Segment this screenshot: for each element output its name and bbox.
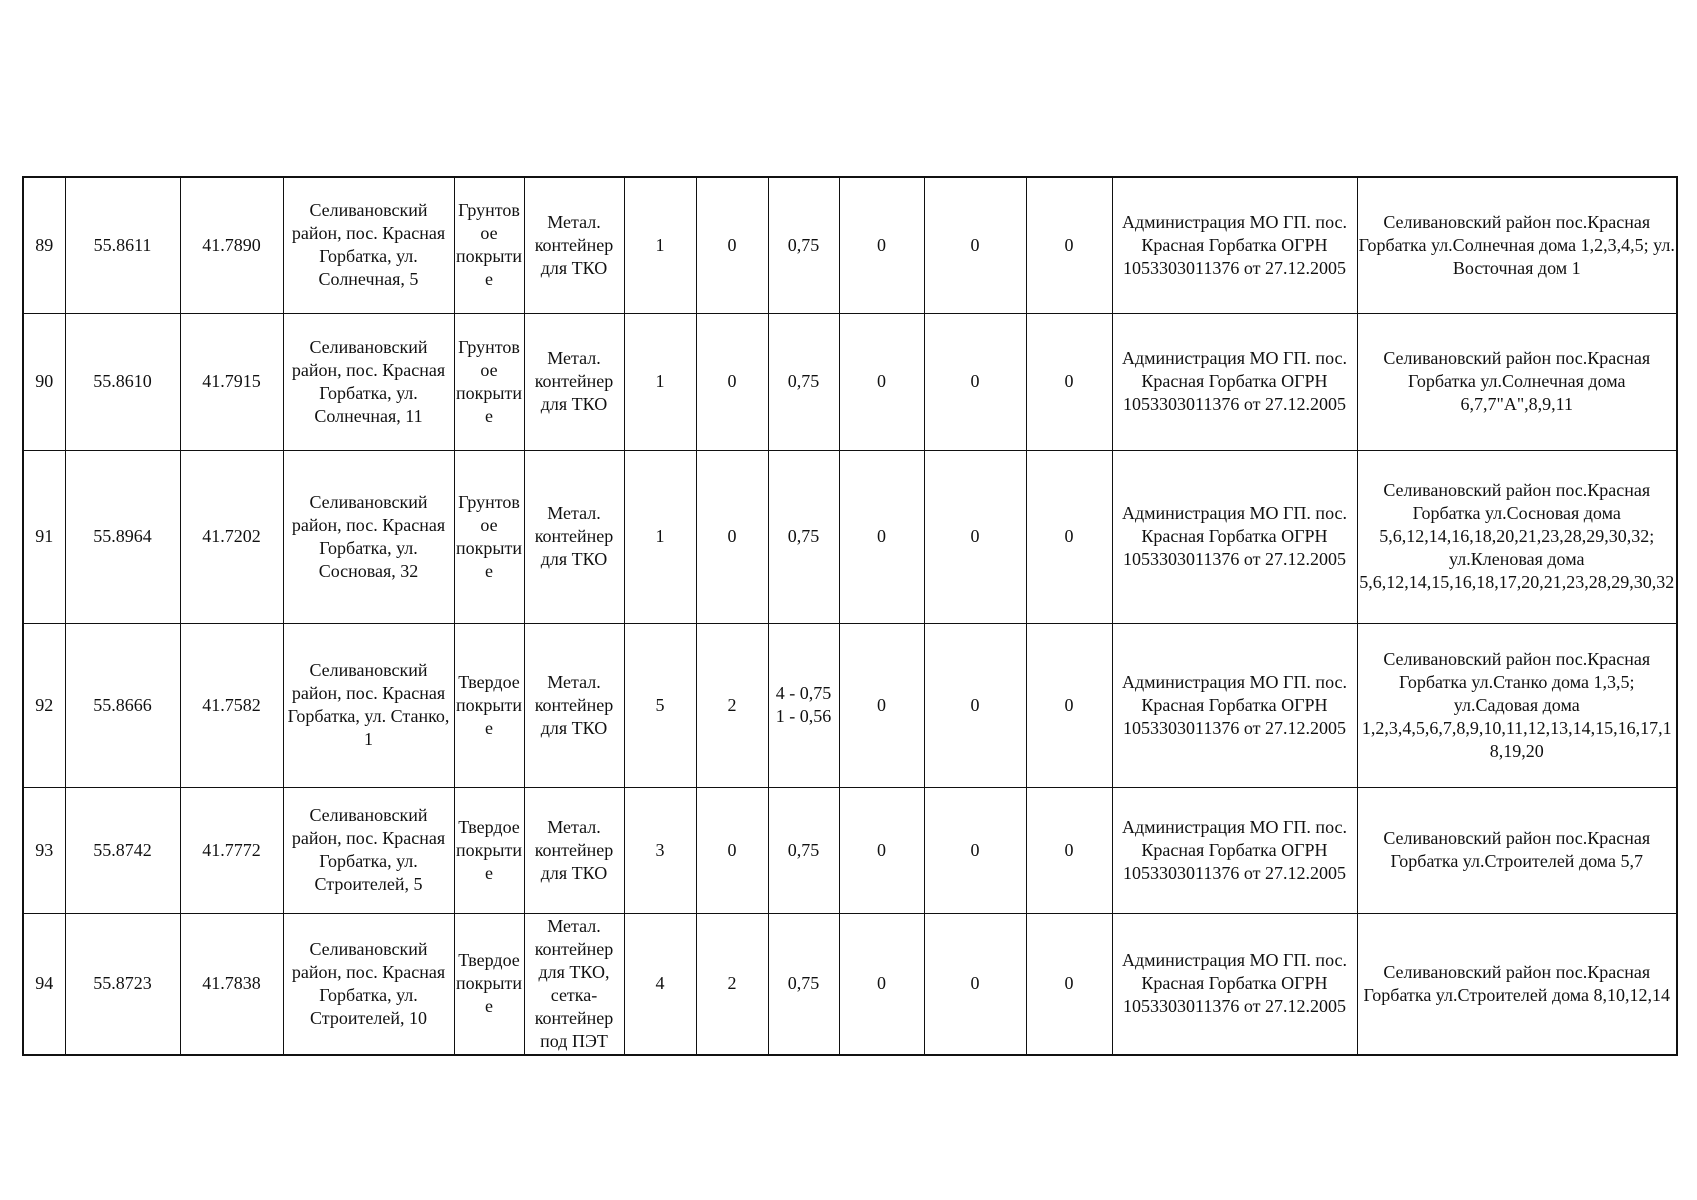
planned-count-cell: 2 — [696, 913, 768, 1055]
planned-count-cell: 0 — [696, 450, 768, 623]
longitude-cell: 41.7915 — [180, 313, 283, 450]
container-type-cell: Метал. контейнер для ТКО — [524, 623, 624, 787]
table-row — [23, 913, 1677, 1055]
container-count-cell: 1 — [624, 313, 696, 450]
longitude-cell: 41.7582 — [180, 623, 283, 787]
row-number-cell: 92 — [23, 623, 65, 787]
value-cell: 0 — [839, 177, 924, 313]
surface-cell: Твердое покрытие — [454, 787, 524, 913]
container-type-cell: Метал. контейнер для ТКО — [524, 313, 624, 450]
surface-cell: Грунтовое покрытие — [454, 177, 524, 313]
owner-cell: Администрация МО ГП. пос. Красная Горбатка ОГРН 1053303011376 от 27.12.2005 — [1112, 913, 1357, 1055]
owner-cell: Администрация МО ГП. пос. Красная Горбатка ОГРН 1053303011376 от 27.12.2005 — [1112, 623, 1357, 787]
value-cell: 0 — [1026, 913, 1112, 1055]
address-cell: Селивановский район, пос. Красная Горбатка, ул. Сосновая, 32 — [283, 450, 454, 623]
longitude-cell: 41.7202 — [180, 450, 283, 623]
address-cell: Селивановский район, пос. Красная Горбатка, ул. Строителей, 10 — [283, 913, 454, 1055]
value-cell: 0 — [1026, 313, 1112, 450]
surface-cell: Грунтовое покрытие — [454, 450, 524, 623]
container-count-cell: 1 — [624, 177, 696, 313]
served-objects-cell: Селивановский район пос.Красная Горбатка ул.Строителей дома 8,10,12,14 — [1357, 913, 1677, 1055]
owner-cell: Администрация МО ГП. пос. Красная Горбатка ОГРН 1053303011376 от 27.12.2005 — [1112, 177, 1357, 313]
container-count-cell: 1 — [624, 450, 696, 623]
row-number-cell: 90 — [23, 313, 65, 450]
value-cell: 0 — [1026, 177, 1112, 313]
value-cell: 0 — [1026, 450, 1112, 623]
planned-count-cell: 0 — [696, 787, 768, 913]
latitude-cell: 55.8742 — [65, 787, 180, 913]
owner-cell: Администрация МО ГП. пос. Красная Горбатка ОГРН 1053303011376 от 27.12.2005 — [1112, 787, 1357, 913]
value-cell: 0 — [924, 450, 1026, 623]
latitude-cell: 55.8723 — [65, 913, 180, 1055]
volume-cell: 0,75 — [768, 450, 839, 623]
value-cell: 0 — [839, 623, 924, 787]
surface-cell: Твердое покрытие — [454, 623, 524, 787]
served-objects-cell: Селивановский район пос.Красная Горбатка ул.Станко дома 1,3,5; ул.Садовая дома 1,2,3,4,5,6,7,8,9,10,11,12,13,14,15,16,17,18,19,20 — [1357, 623, 1677, 787]
address-cell: Селивановский район, пос. Красная Горбатка, ул. Строителей, 5 — [283, 787, 454, 913]
value-cell: 0 — [839, 450, 924, 623]
address-cell: Селивановский район, пос. Красная Горбатка, ул. Солнечная, 5 — [283, 177, 454, 313]
container-count-cell: 3 — [624, 787, 696, 913]
value-cell: 0 — [839, 913, 924, 1055]
latitude-cell: 55.8611 — [65, 177, 180, 313]
volume-cell: 4 - 0,75 1 - 0,56 — [768, 623, 839, 787]
value-cell: 0 — [839, 313, 924, 450]
value-cell: 0 — [924, 787, 1026, 913]
surface-cell: Твердое покрытие — [454, 913, 524, 1055]
value-cell: 0 — [839, 787, 924, 913]
table-row — [23, 450, 1677, 623]
container-count-cell: 4 — [624, 913, 696, 1055]
table-row — [23, 177, 1677, 313]
value-cell: 0 — [924, 177, 1026, 313]
volume-cell: 0,75 — [768, 787, 839, 913]
surface-cell: Грунтовое покрытие — [454, 313, 524, 450]
value-cell: 0 — [924, 313, 1026, 450]
served-objects-cell: Селивановский район пос.Красная Горбатка ул.Сосновая дома 5,6,12,14,16,18,20,21,23,28,29,30,32; ул.Кленовая дома 5,6,12,14,15,16,18,17,20,21,23,28,29,30,32 — [1357, 450, 1677, 623]
value-cell: 0 — [924, 623, 1026, 787]
row-number-cell: 93 — [23, 787, 65, 913]
container-sites-table — [22, 176, 1678, 1056]
planned-count-cell: 0 — [696, 177, 768, 313]
volume-cell: 0,75 — [768, 313, 839, 450]
volume-cell: 0,75 — [768, 913, 839, 1055]
served-objects-cell: Селивановский район пос.Красная Горбатка ул.Солнечная дома 6,7,7"А",8,9,11 — [1357, 313, 1677, 450]
address-cell: Селивановский район, пос. Красная Горбатка, ул. Солнечная, 11 — [283, 313, 454, 450]
address-cell: Селивановский район, пос. Красная Горбатка, ул. Станко, 1 — [283, 623, 454, 787]
row-number-cell: 94 — [23, 913, 65, 1055]
longitude-cell: 41.7772 — [180, 787, 283, 913]
value-cell: 0 — [1026, 787, 1112, 913]
owner-cell: Администрация МО ГП. пос. Красная Горбатка ОГРН 1053303011376 от 27.12.2005 — [1112, 313, 1357, 450]
value-cell: 0 — [924, 913, 1026, 1055]
longitude-cell: 41.7890 — [180, 177, 283, 313]
longitude-cell: 41.7838 — [180, 913, 283, 1055]
container-type-cell: Метал. контейнер для ТКО, сетка-контейнер под ПЭТ — [524, 913, 624, 1055]
table-row — [23, 623, 1677, 787]
latitude-cell: 55.8666 — [65, 623, 180, 787]
served-objects-cell: Селивановский район пос.Красная Горбатка ул.Солнечная дома 1,2,3,4,5; ул. Восточная дом 1 — [1357, 177, 1677, 313]
container-type-cell: Метал. контейнер для ТКО — [524, 450, 624, 623]
owner-cell: Администрация МО ГП. пос. Красная Горбатка ОГРН 1053303011376 от 27.12.2005 — [1112, 450, 1357, 623]
container-type-cell: Метал. контейнер для ТКО — [524, 787, 624, 913]
table-row — [23, 313, 1677, 450]
container-type-cell: Метал. контейнер для ТКО — [524, 177, 624, 313]
latitude-cell: 55.8610 — [65, 313, 180, 450]
row-number-cell: 91 — [23, 450, 65, 623]
planned-count-cell: 2 — [696, 623, 768, 787]
row-number-cell: 89 — [23, 177, 65, 313]
latitude-cell: 55.8964 — [65, 450, 180, 623]
value-cell: 0 — [1026, 623, 1112, 787]
container-count-cell: 5 — [624, 623, 696, 787]
served-objects-cell: Селивановский район пос.Красная Горбатка ул.Строителей дома 5,7 — [1357, 787, 1677, 913]
planned-count-cell: 0 — [696, 313, 768, 450]
table-row — [23, 787, 1677, 913]
volume-cell: 0,75 — [768, 177, 839, 313]
